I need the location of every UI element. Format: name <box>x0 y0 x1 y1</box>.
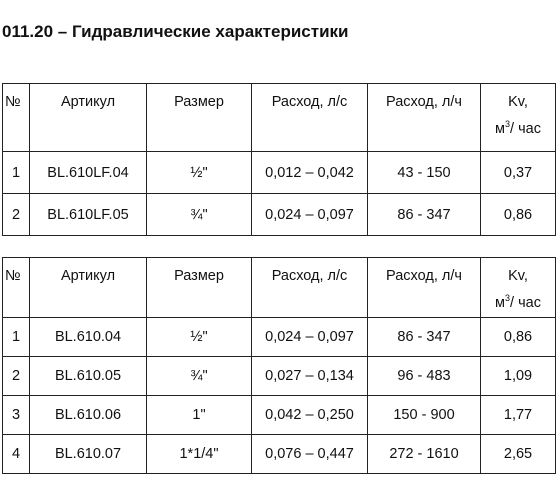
cell-flow-ls: 0,024 – 0,097 <box>252 318 368 357</box>
table-row <box>3 194 556 236</box>
cell-flow-ls: 0,012 – 0,042 <box>252 152 368 194</box>
hydraulic-table-standard <box>2 257 556 474</box>
table-header-row <box>3 258 556 318</box>
cell-article: BL.610.06 <box>30 396 147 435</box>
table-row <box>3 357 556 396</box>
table-row <box>3 435 556 474</box>
cell-kv: 1,77 <box>481 396 556 435</box>
cell-kv: 0,86 <box>481 318 556 357</box>
cell-no: 3 <box>3 396 30 435</box>
cell-size: 1*1/4" <box>147 435 252 474</box>
hydraulic-table-lf <box>2 83 556 236</box>
table-row <box>3 152 556 194</box>
header-kv: Kv, $м^3/$ час <box>481 84 556 152</box>
cell-article: BL.610.05 <box>30 357 147 396</box>
header-flow-lh: Расход, л/ч <box>368 84 481 152</box>
cell-kv: 1,09 <box>481 357 556 396</box>
cell-no: 1 <box>3 152 30 194</box>
header-article: Артикул <box>30 258 147 318</box>
cell-kv: 2,65 <box>481 435 556 474</box>
cell-article: BL.610.04 <box>30 318 147 357</box>
cell-size: 1" <box>147 396 252 435</box>
cell-article: BL.610.07 <box>30 435 147 474</box>
table-row <box>3 318 556 357</box>
cell-no: 2 <box>3 194 30 236</box>
header-no: № <box>3 84 30 152</box>
header-flow-ls: Расход, л/с <box>252 258 368 318</box>
cell-flow-lh: 272 - 1610 <box>368 435 481 474</box>
cell-flow-ls: 0,024 – 0,097 <box>252 194 368 236</box>
header-size: Размер <box>147 258 252 318</box>
table-row <box>3 396 556 435</box>
cell-flow-ls: 0,042 – 0,250 <box>252 396 368 435</box>
header-size: Размер <box>147 84 252 152</box>
header-flow-ls: Расход, л/с <box>252 84 368 152</box>
cell-size: ½" <box>147 318 252 357</box>
cell-flow-ls: 0,027 – 0,134 <box>252 357 368 396</box>
header-no: № <box>3 258 30 318</box>
table-header-row <box>3 84 556 152</box>
cell-no: 1 <box>3 318 30 357</box>
cell-flow-lh: 86 - 347 <box>368 318 481 357</box>
cell-flow-ls: 0,076 – 0,447 <box>252 435 368 474</box>
cell-no: 2 <box>3 357 30 396</box>
cell-size: ¾" <box>147 194 252 236</box>
cell-kv: 0,86 <box>481 194 556 236</box>
header-article: Артикул <box>30 84 147 152</box>
cell-no: 4 <box>3 435 30 474</box>
cell-article: BL.610LF.05 <box>30 194 147 236</box>
cell-flow-lh: 43 - 150 <box>368 152 481 194</box>
cell-flow-lh: 86 - 347 <box>368 194 481 236</box>
cell-size: ½" <box>147 152 252 194</box>
cell-size: ¾" <box>147 357 252 396</box>
header-kv: Kv, $м^3/$ час <box>481 258 556 318</box>
cell-article: BL.610LF.04 <box>30 152 147 194</box>
cell-flow-lh: 96 - 483 <box>368 357 481 396</box>
cell-kv: 0,37 <box>481 152 556 194</box>
cell-flow-lh: 150 - 900 <box>368 396 481 435</box>
page-title: 011.20 – Гидравлические характеристики <box>2 22 349 41</box>
header-flow-lh: Расход, л/ч <box>368 258 481 318</box>
